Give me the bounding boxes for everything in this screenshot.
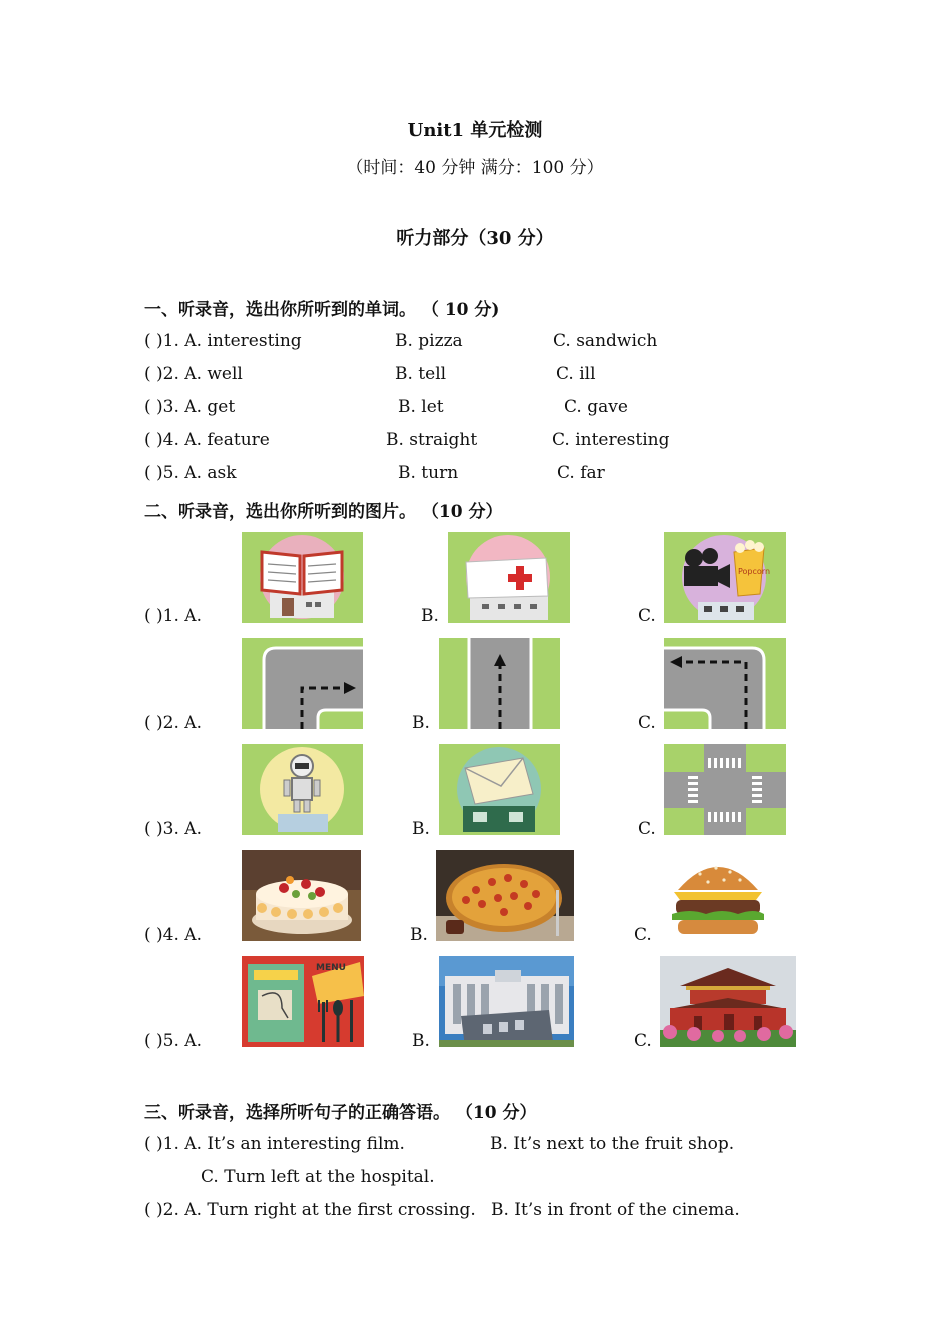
s1-item-3-c: C. gave — [564, 397, 628, 417]
turn-right-road-icon — [242, 638, 363, 729]
crossing-icon — [664, 744, 786, 835]
part-heading: 听力部分（30 分） — [396, 228, 554, 249]
s3-q1-c: C. Turn left at the hospital. — [201, 1167, 435, 1187]
page-subtitle: （时间：40 分钟 满分：100 分） — [346, 158, 604, 178]
s1-item-3-a: ( )3. A. get — [144, 397, 236, 417]
s1-item-2-b: B. tell — [395, 364, 447, 384]
post-office-icon — [439, 744, 560, 835]
s2-row-3-c: C. — [638, 819, 656, 839]
hamburger-photo — [660, 850, 776, 941]
museum-building-photo — [439, 956, 574, 1047]
turn-left-road-icon — [664, 638, 786, 729]
s1-item-1-b: B. pizza — [395, 331, 463, 351]
s2-row-1-c: C. — [638, 606, 656, 626]
s2-row-1-b: B. — [421, 606, 439, 626]
s2-row-5-b: B. — [412, 1031, 430, 1051]
s1-item-4-c: C. interesting — [552, 430, 670, 450]
page-title: Unit1 单元检测 — [407, 120, 543, 141]
s2-row-4-c: C. — [634, 925, 652, 945]
restaurant-menu-icon — [242, 956, 364, 1047]
s1-item-4-a: ( )4. A. feature — [144, 430, 270, 450]
s2-row-3-b: B. — [412, 819, 430, 839]
cake-photo — [242, 850, 361, 941]
s1-item-2-c: C. ill — [556, 364, 596, 384]
s1-item-2-a: ( )2. A. well — [144, 364, 243, 384]
s1-item-5-c: C. far — [557, 463, 605, 483]
svg-text:MENU: MENU — [316, 963, 346, 973]
s2-row-4-label: ( )4. A. — [144, 925, 202, 945]
hospital-icon — [448, 532, 570, 623]
s1-item-5-b: B. turn — [398, 463, 459, 483]
s2-row-2-label: ( )2. A. — [144, 713, 202, 733]
s3-q2-b: B. It’s in front of the cinema. — [491, 1200, 740, 1220]
s2-row-2-b: B. — [412, 713, 430, 733]
s2-row-5-label: ( )5. A. — [144, 1031, 202, 1051]
science-museum-icon — [242, 744, 363, 835]
pizza-photo — [436, 850, 574, 941]
s1-item-1-c: C. sandwich — [553, 331, 658, 351]
tiananmen-photo — [660, 956, 796, 1047]
s2-row-1-label: ( )1. A. — [144, 606, 202, 626]
s1-item-3-b: B. let — [398, 397, 444, 417]
s1-item-4-b: B. straight — [386, 430, 478, 450]
s2-row-3-label: ( )3. A. — [144, 819, 202, 839]
s2-row-2-c: C. — [638, 713, 656, 733]
svg-text:Popcorn: Popcorn — [738, 567, 771, 576]
cinema-icon — [664, 532, 786, 623]
library-icon — [242, 532, 363, 623]
go-straight-road-icon — [439, 638, 560, 729]
s3-q2-a: ( )2. A. Turn right at the first crossing. — [144, 1200, 476, 1220]
section2-heading: 二、听录音，选出你所听到的图片。 （10 分） — [144, 502, 503, 522]
s3-q1-a: ( )1. A. It’s an interesting film. — [144, 1134, 405, 1154]
s1-item-1-a: ( )1. A. interesting — [144, 331, 302, 351]
s2-row-4-b: B. — [410, 925, 428, 945]
section1-heading: 一、听录音，选出你所听到的单词。 （ 10 分) — [144, 300, 500, 320]
s3-q1-b: B. It’s next to the fruit shop. — [490, 1134, 735, 1154]
section3-heading: 三、听录音，选择所听句子的正确答语。 （10 分） — [144, 1103, 537, 1123]
s2-row-5-c: C. — [634, 1031, 652, 1051]
s1-item-5-a: ( )5. A. ask — [144, 463, 237, 483]
